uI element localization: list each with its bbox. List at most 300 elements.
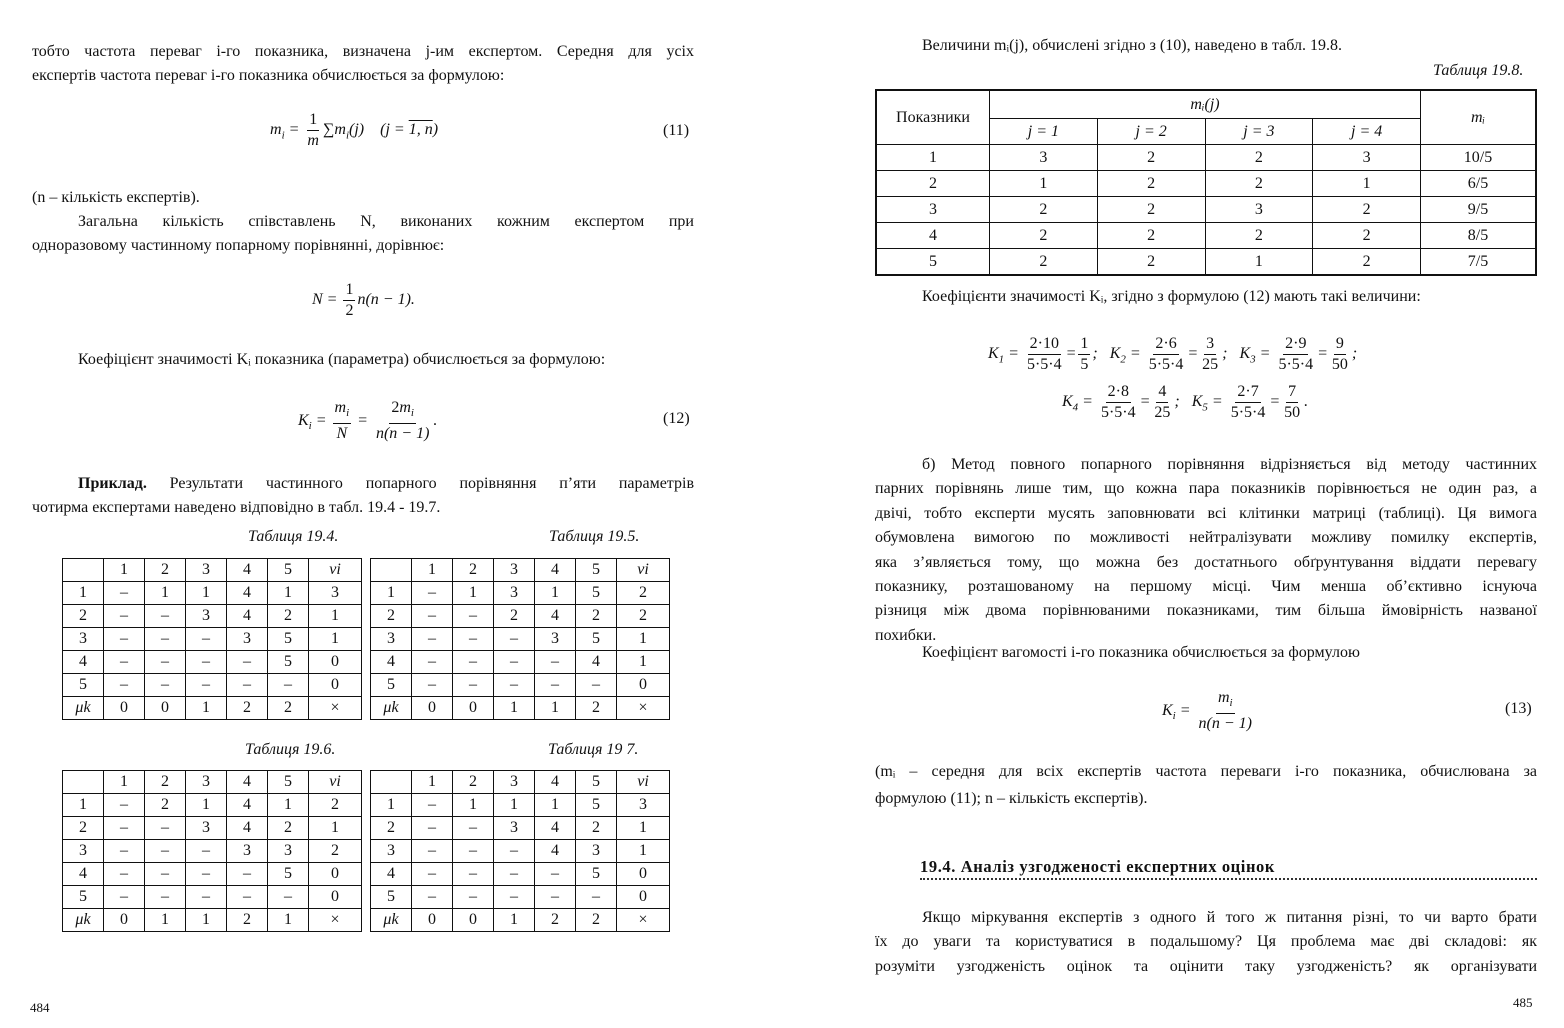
table-cell: μk [371, 697, 412, 720]
table-row [63, 909, 362, 932]
table-cell: 3 [268, 840, 309, 863]
table-caption: Таблиця 19.4. [248, 528, 339, 545]
table-cell: 4 [63, 651, 104, 674]
table-cell: 5 [63, 886, 104, 909]
paragraph-line: їх до уваги та користуватися в подальшому? Ця проблема має дві складові: як [875, 933, 1537, 951]
table-cell: 5 [576, 628, 617, 651]
table-cell: 1 [371, 582, 412, 605]
table-cell: 2 [371, 817, 412, 840]
table-19-8 [875, 89, 1537, 276]
table-row [371, 628, 670, 651]
table-cell: 5 [268, 628, 309, 651]
table-row [371, 651, 670, 674]
table-cell: 4 [535, 840, 576, 863]
table-cell: – [268, 674, 309, 697]
table-cell: – [227, 886, 268, 909]
table-cell: 5 [576, 559, 617, 582]
table-row [63, 582, 362, 605]
table-cell: – [104, 840, 145, 863]
table-cell: 2 [1097, 171, 1205, 197]
table-row [63, 886, 362, 909]
table-cell: 0 [453, 909, 494, 932]
table-cell: 1 [145, 909, 186, 932]
table-cell: – [145, 817, 186, 840]
table-cell: 5 [268, 771, 309, 794]
table-cell: – [145, 863, 186, 886]
table-cell: – [412, 674, 453, 697]
table-cell: 1 [617, 651, 670, 674]
table-cell: 2 [145, 771, 186, 794]
table-row [371, 840, 670, 863]
table-cell: 4 [371, 863, 412, 886]
table-cell: – [576, 886, 617, 909]
table-cell: 4 [576, 651, 617, 674]
header-cell: j = 1 [990, 119, 1098, 145]
table-cell: 3 [876, 197, 990, 223]
table-cell: – [576, 674, 617, 697]
table-row [371, 771, 670, 794]
table-cell: 1 [494, 697, 535, 720]
paragraph-line: (n – кількість експертів). [32, 189, 200, 206]
table-cell: – [453, 651, 494, 674]
table-cell: 2 [876, 171, 990, 197]
table-cell: 1 [186, 909, 227, 932]
table-cell: – [412, 863, 453, 886]
table-row [371, 674, 670, 697]
table-cell: 4 [227, 794, 268, 817]
table-row [63, 840, 362, 863]
table-cell: 4 [227, 605, 268, 628]
table-cell: 2 [309, 794, 362, 817]
table-cell: × [309, 909, 362, 932]
page-number: 485 [1513, 995, 1533, 1010]
table-cell: 2 [617, 605, 670, 628]
table-cell: 0 [145, 697, 186, 720]
table-row [63, 559, 362, 582]
paragraph-line: різниця між двома порівнюваними показниками, тим більша ймовірність названої [875, 602, 1537, 620]
table-cell: 0 [104, 697, 145, 720]
table-cell: 2 [145, 794, 186, 817]
table-cell: – [145, 605, 186, 628]
equation-number: (12) [663, 410, 690, 427]
table-cell: 3 [990, 145, 1098, 171]
table-cell: νi [617, 559, 670, 582]
table-cell: 4 [227, 771, 268, 794]
table-cell: 0 [309, 886, 362, 909]
table-cell: 3 [494, 771, 535, 794]
table-cell: 2 [576, 909, 617, 932]
table-cell: – [494, 651, 535, 674]
table-cell: 0 [104, 909, 145, 932]
table-cell: – [412, 794, 453, 817]
table-cell: 1 [535, 794, 576, 817]
table-cell: 1 [268, 582, 309, 605]
table-cell: 7/5 [1421, 249, 1537, 276]
paragraph-line: яка з’являється тому, що можна без достатнього обґрунтування віддати перевагу [875, 553, 1537, 571]
table-cell: – [227, 651, 268, 674]
table-row [63, 605, 362, 628]
table-cell: 5 [63, 674, 104, 697]
comparison-table [370, 558, 670, 720]
table-cell: – [494, 886, 535, 909]
table-cell: 5 [371, 674, 412, 697]
paragraph-line: експертів частота переваг i-го показника обчислюється за формулою: [32, 67, 505, 84]
table-row [63, 817, 362, 840]
table-cell: 2 [63, 605, 104, 628]
equation-K1-K3: $K_1$ = $\frac{2\cdot 10}{5\cdot 5\cdot 4}$ = $\frac{1}{5}$ ; $K_2$ = $\frac{2\cdot 6}{5\cdot 5\cdot 4}$ = $\frac{3}{25}$ ; $K_3$ = $\frac{2\cdot 9}{5\cdot 5\cdot 4}$ = $\frac{9}{50}$ ; [988, 335, 1358, 373]
table-cell: 5 [576, 771, 617, 794]
header-cell: Показники [876, 90, 990, 145]
paragraph-line: формулою (11); n – кількість експертів). [875, 790, 1148, 807]
paragraph-line: Величини mᵢ(j), обчислені згідно з (10), наведено в табл. 19.8. [922, 37, 1342, 54]
table-cell: 10/5 [1421, 145, 1537, 171]
table-cell: 4 [227, 817, 268, 840]
header-cell: mᵢ [1421, 90, 1537, 145]
table-cell: 1 [412, 771, 453, 794]
table-cell: – [104, 605, 145, 628]
table-cell: – [186, 651, 227, 674]
table-cell: 3 [186, 771, 227, 794]
table-caption: Таблиця 19.6. [245, 741, 336, 758]
table-cell: 1 [268, 794, 309, 817]
table-cell: 1 [186, 582, 227, 605]
table-cell: 9/5 [1421, 197, 1537, 223]
table-row [63, 628, 362, 651]
table-cell: 1 [617, 840, 670, 863]
heading-underline [920, 878, 1537, 880]
table-cell: 3 [494, 817, 535, 840]
header-cell: j = 4 [1313, 119, 1421, 145]
table-cell: – [186, 886, 227, 909]
equation-number: (13) [1505, 700, 1532, 717]
table-cell: 2 [1205, 171, 1313, 197]
table-row [876, 145, 1536, 171]
table-cell: 1 [371, 794, 412, 817]
equation-N: N = $\frac{1}{2}$ n(n − 1). [312, 281, 415, 319]
table-cell: 2 [576, 817, 617, 840]
table-cell: 1 [453, 582, 494, 605]
paragraph-line: обумовлена вимогою по можливості нейтралізувати можливу помилку експертів, [875, 529, 1537, 547]
table-cell: × [617, 697, 670, 720]
table-cell: 2 [1097, 145, 1205, 171]
table-cell: 4 [535, 817, 576, 840]
table-cell: 2 [494, 605, 535, 628]
paragraph-line: одноразовому частинному попарному порівнянні, дорівнює: [32, 237, 445, 254]
table-cell: – [268, 886, 309, 909]
table-cell: – [535, 886, 576, 909]
table-row [63, 651, 362, 674]
equation-K4-K5: $K_4$ = $\frac{2\cdot 8}{5\cdot 5\cdot 4}$ = $\frac{4}{25}$ ; $K_5$ = $\frac{2\cdot 7}{5\cdot 5\cdot 4}$ = $\frac{7}{50}$ . [1062, 383, 1309, 421]
paragraph-line: розуміти узгодженість оцінок та оцінити таку узгодженість? як організувати [875, 957, 1537, 975]
table-cell: 6/5 [1421, 171, 1537, 197]
paragraph-line: Загальна кількість співставлень N, виконаних кожним експертом при [78, 213, 694, 230]
section-heading: 19.4. Аналіз узгодженості експертних оцінок [920, 857, 1276, 876]
table-cell: 2 [1205, 223, 1313, 249]
table-cell: – [412, 886, 453, 909]
table-cell: – [494, 840, 535, 863]
table-cell: 2 [990, 223, 1098, 249]
paragraph-line: парних порівнянь лише тим, що кожна пара показників порівнюється не один раз, а [875, 480, 1537, 498]
table-cell: 5 [876, 249, 990, 276]
paragraph-line: Коефіцієнт вагомості i-го показника обчислюється за формулою [922, 644, 1360, 661]
comparison-table [62, 770, 362, 932]
table-cell: 1 [186, 794, 227, 817]
table-cell: 1 [535, 697, 576, 720]
table-cell: – [186, 674, 227, 697]
table-row [63, 674, 362, 697]
table-cell: – [412, 817, 453, 840]
table-cell: 2 [990, 197, 1098, 223]
table-row [876, 223, 1536, 249]
header-cell: mᵢ(j) [990, 90, 1421, 119]
table-cell: 0 [412, 909, 453, 932]
header-cell: j = 3 [1205, 119, 1313, 145]
table-cell: 5 [576, 863, 617, 886]
comparison-table [62, 558, 362, 720]
paragraph-line: двічі, тобто експерти мусять заповнювати всі клітинки матриці (таблиці). Ця вимога [875, 504, 1537, 522]
table-cell: – [412, 628, 453, 651]
table-cell: – [535, 863, 576, 886]
table-cell: 4 [227, 559, 268, 582]
table-cell: 4 [371, 651, 412, 674]
table-cell: νi [309, 771, 362, 794]
table-cell: – [145, 840, 186, 863]
table-cell: 1 [617, 817, 670, 840]
paragraph-line: б) Метод повного попарного порівняння відрізняється від методу частинних [922, 456, 1537, 473]
table-cell: – [412, 651, 453, 674]
table-cell: – [453, 605, 494, 628]
table-cell: 3 [63, 628, 104, 651]
table-cell: – [104, 582, 145, 605]
table-cell: 1 [617, 628, 670, 651]
table-row [371, 559, 670, 582]
table-cell: μk [371, 909, 412, 932]
table-cell: 1 [494, 909, 535, 932]
table-cell: 1 [268, 909, 309, 932]
table-cell: 2 [268, 605, 309, 628]
table-cell: 2 [227, 697, 268, 720]
table-cell: – [104, 674, 145, 697]
table-cell: 1 [186, 697, 227, 720]
table-cell: 1 [535, 582, 576, 605]
table-caption: Таблиця 19.5. [549, 528, 640, 545]
table-cell: 0 [309, 863, 362, 886]
table-cell: 4 [535, 559, 576, 582]
table-row [371, 605, 670, 628]
paragraph-line: тобто частота переваг i-го показника, визначена j-им експертом. Середня для усіх [32, 43, 694, 60]
table-cell: × [617, 909, 670, 932]
table-cell: 2 [309, 840, 362, 863]
table-cell: 3 [186, 605, 227, 628]
table-cell: – [104, 886, 145, 909]
table-cell: 0 [309, 674, 362, 697]
table-cell: – [453, 817, 494, 840]
table-cell: 2 [268, 697, 309, 720]
table-cell: 3 [494, 582, 535, 605]
table-cell: 4 [63, 863, 104, 886]
header-cell: j = 2 [1097, 119, 1205, 145]
table-cell: × [309, 697, 362, 720]
table-cell: 3 [371, 628, 412, 651]
table-cell: – [227, 863, 268, 886]
table-cell: 4 [227, 582, 268, 605]
table-cell: 2 [453, 771, 494, 794]
table-cell: 3 [227, 628, 268, 651]
table-cell: 4 [535, 771, 576, 794]
table-cell: – [453, 840, 494, 863]
table-cell: – [453, 674, 494, 697]
table-cell: – [186, 863, 227, 886]
table-cell: 2 [1313, 249, 1421, 276]
table-row [63, 697, 362, 720]
table-cell: 2 [1313, 223, 1421, 249]
table-cell: 2 [453, 559, 494, 582]
table-cell: 8/5 [1421, 223, 1537, 249]
table-cell: 0 [617, 674, 670, 697]
table-cell: – [186, 840, 227, 863]
table-cell: – [412, 582, 453, 605]
table-cell: – [104, 863, 145, 886]
paragraph-line: Коефіцієнт значимості Kᵢ показника (параметра) обчислюється за формулою: [78, 351, 606, 368]
equation-13: $K_i$ = $\frac{m_i}{n(n - 1)}$ [1162, 689, 1252, 733]
table-cell: νi [617, 771, 670, 794]
table-caption: Таблиця 19 7. [548, 741, 639, 758]
table-cell: 1 [309, 817, 362, 840]
table-cell: 2 [576, 697, 617, 720]
table-cell: 2 [227, 909, 268, 932]
table-cell: 2 [990, 249, 1098, 276]
table-cell: 3 [1205, 197, 1313, 223]
table-cell: 2 [63, 817, 104, 840]
table-row [371, 697, 670, 720]
table-cell: 3 [576, 840, 617, 863]
equation-number: (11) [663, 122, 690, 139]
table-cell: – [494, 628, 535, 651]
table-cell: 2 [617, 582, 670, 605]
table-cell [371, 771, 412, 794]
table-cell: – [145, 628, 186, 651]
table-row [371, 582, 670, 605]
table-cell: 5 [576, 582, 617, 605]
table-cell: 1 [876, 145, 990, 171]
table-cell: – [494, 674, 535, 697]
table-cell: – [104, 628, 145, 651]
table-cell: 3 [617, 794, 670, 817]
table-cell: – [227, 674, 268, 697]
equation-12: $K_i$ = $\frac{m_i}{N}$ = $\frac{2m_i}{n(n - 1)}$ . [298, 399, 438, 443]
table-cell: 2 [1313, 197, 1421, 223]
table-cell: 5 [268, 863, 309, 886]
table-cell [371, 559, 412, 582]
table-cell: 1 [104, 559, 145, 582]
page-number: 484 [30, 1000, 50, 1015]
table-cell: νi [309, 559, 362, 582]
table-cell: 1 [309, 605, 362, 628]
table-row [876, 249, 1536, 276]
table-cell: 2 [535, 909, 576, 932]
table-row [371, 886, 670, 909]
table-cell: 1 [104, 771, 145, 794]
table-cell: 0 [617, 886, 670, 909]
table-row [371, 794, 670, 817]
table-cell: μk [63, 697, 104, 720]
table-cell: – [186, 628, 227, 651]
table-cell: – [412, 840, 453, 863]
table-cell: 3 [494, 559, 535, 582]
table-row [63, 863, 362, 886]
paragraph-line: Коефіцієнти значимості Kᵢ, згідно з формулою (12) мають такі величини: [922, 288, 1421, 305]
table-row [371, 863, 670, 886]
table-cell: 3 [186, 817, 227, 840]
table-cell: 0 [617, 863, 670, 886]
table-cell: 1 [412, 559, 453, 582]
table-cell: – [453, 886, 494, 909]
table-cell: 2 [576, 605, 617, 628]
table-cell: 2 [1205, 145, 1313, 171]
comparison-table [370, 770, 670, 932]
table-cell: 3 [371, 840, 412, 863]
table-row [63, 771, 362, 794]
table-cell: 1 [309, 628, 362, 651]
table-cell: 5 [268, 559, 309, 582]
table-cell: 3 [63, 840, 104, 863]
table-cell: – [535, 674, 576, 697]
table-cell: 5 [371, 886, 412, 909]
table-cell: 1 [63, 582, 104, 605]
table-cell: – [104, 794, 145, 817]
table-row [371, 817, 670, 840]
table-cell: 1 [63, 794, 104, 817]
table-cell: 3 [1313, 145, 1421, 171]
paragraph-line: чотирма експертами наведено відповідно в табл. 19.4 - 19.7. [32, 499, 441, 516]
table-row [63, 794, 362, 817]
table-cell: – [145, 886, 186, 909]
table-cell: 1 [1313, 171, 1421, 197]
table-cell: 3 [186, 559, 227, 582]
table-cell: 5 [268, 651, 309, 674]
equation-11: $m_i$ = $\frac{1}{m}$ $\sum m_i(j)$ (j = 1, n) [270, 111, 439, 149]
table-cell: 3 [227, 840, 268, 863]
table-cell: – [535, 651, 576, 674]
table-cell: 2 [1097, 249, 1205, 276]
table-cell: 3 [535, 628, 576, 651]
table-cell: – [145, 674, 186, 697]
table-row [876, 171, 1536, 197]
table-row [371, 909, 670, 932]
paragraph-line: показнику, розташованому на першому місці. Чим менша об’єктивно існуюча [875, 578, 1537, 595]
table-cell: 2 [145, 559, 186, 582]
table-cell: 1 [1205, 249, 1313, 276]
paragraph-line: Приклад. Результати частинного попарного порівняння п’яти параметрів [78, 475, 694, 492]
table-cell: – [104, 651, 145, 674]
table-cell: 1 [145, 582, 186, 605]
table-cell: – [145, 651, 186, 674]
table-cell: 1 [990, 171, 1098, 197]
table-cell: 1 [453, 794, 494, 817]
table-cell: – [412, 605, 453, 628]
table-cell: 0 [309, 651, 362, 674]
table-row [876, 197, 1536, 223]
paragraph-line: (mᵢ – середня для всіх експертів частота переваги i-го показника, обчислювана за [875, 763, 1537, 780]
table-cell: 0 [412, 697, 453, 720]
table-cell: 5 [576, 794, 617, 817]
table-cell [63, 771, 104, 794]
table-cell: 4 [535, 605, 576, 628]
table-cell: μk [63, 909, 104, 932]
table-cell: 2 [268, 817, 309, 840]
table-cell: 1 [494, 794, 535, 817]
table-cell: – [453, 863, 494, 886]
